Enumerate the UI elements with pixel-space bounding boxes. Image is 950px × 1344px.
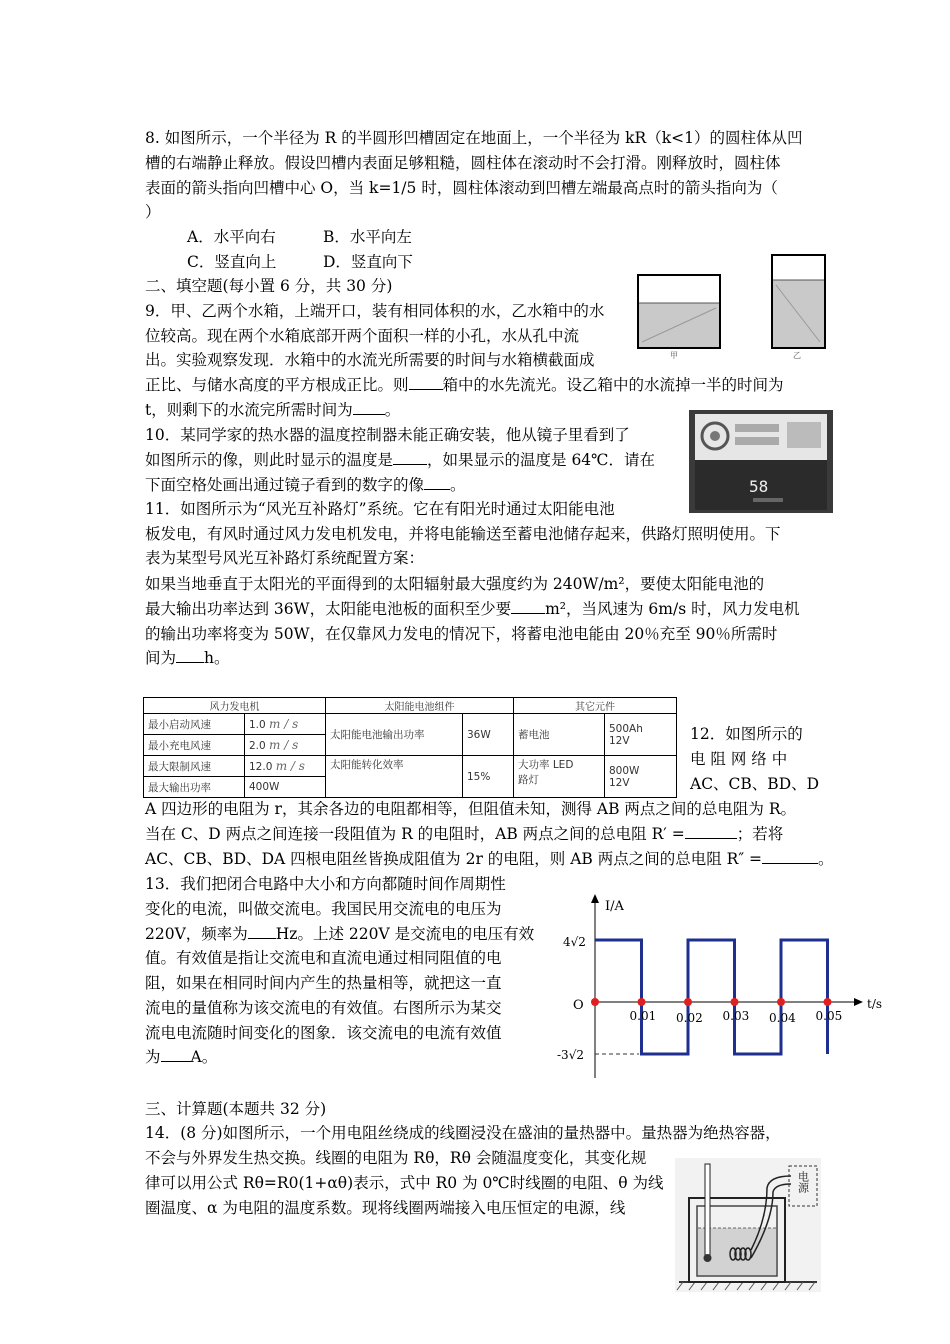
q8-line2: 槽的右端静止释放。假设凹槽内表面足够粗糙，圆柱体在滚动时不会打滑。刚释放时，圆柱体 [145,154,781,172]
q9-line5 [145,398,400,423]
chart-tick-point [824,998,832,1006]
q11-line7-start: 间为 [145,649,177,667]
x-axis-arrow-icon [854,998,863,1006]
water-tanks-figure [630,250,830,365]
table-cell: 蓄电池 [514,714,605,756]
chart-series-line [595,940,828,1054]
q8-line3: 表面的箭头指向凹槽中心 O，当 k=1/5 时，圆柱体滚动到凹槽左端最高点时的箭头指向为（ [145,179,778,197]
q8-line1: 8. 如图所示，一个半径为 R 的半圆形凹槽固定在地面上，一个半径为 kR（k<1）的圆柱体从凹 [145,129,803,147]
q8-option-c: C．竖直向上 [187,253,277,271]
q12-blank-2[interactable] [762,847,818,864]
q14-line3: 律可以用公式 Rθ=R0(1+αθ)表示，式中 R0 为 0℃时线圈的电阻、θ 为线 [145,1174,664,1192]
q13-line7: 流电电流随时间变化的图象．该交流电的电流有效值 [145,1024,502,1042]
table-cell: 大功率 LED 路灯 [514,756,605,798]
q10-line3 [145,473,466,498]
chart-tick-point [731,998,739,1006]
section3-title: 三、计算题(本题共 32 分) [145,1100,327,1118]
chart-xlabel: t/s [867,997,883,1011]
table-cell: 500Ah 12V [605,714,677,756]
chart-tick-label: 0.03 [722,1009,750,1023]
q11-line5-start: 最大输出功率达到 36W，太阳能电池板的面积至少要 [145,600,512,618]
q14-line2: 不会与外界发生热交换。线圈的电阻为 Rθ，Rθ 会随温度变化，其变化规 [145,1149,647,1167]
q13-line5: 阻，如果在相同时间内产生的热量相等，就把这一直 [145,974,502,992]
q11-line2: 板发电，有风时通过风力发电机发电，并将电能输送至蓄电池储存起来，供路灯照明使用。下 [145,525,781,543]
q13-line1: 13．我们把闭合电路中大小和方向都随时间作周期性 [145,875,506,893]
q13-line3-end: Hz。上述 220V 是交流电的电压有效 [275,925,535,943]
q10-blank-2[interactable] [424,473,450,490]
q13-line8-end: A。 [190,1048,218,1066]
q13-blank-2[interactable] [161,1045,191,1062]
q11-blank-1[interactable] [511,597,545,614]
q11-line5-end: m²，当风速为 6m/s 时，风力发电机 [545,600,800,618]
q11-line7-end: h。 [204,649,230,667]
chart-tick-label: 0.05 [815,1009,843,1023]
chart-tick-label: 0.04 [769,1011,796,1025]
q9-line4-start: 正比、与储水高度的平方根成正比。则 [145,376,409,394]
q14-line4: 圈温度、α 为电阻的温度系数。现将线圈两端接入电压恒定的电源，线 [145,1199,626,1217]
q10-line2 [145,448,655,473]
q10-line1: 10．某同学家的热水器的温度控制器未能正确安装，他从镜子里看到了 [145,426,630,444]
q12-line6-start: AC、CB、BD、DA 四根电阻丝皆换成阻值为 2r 的电阻，则 AB 两点之间的总电阻 R″ = [145,850,763,868]
table-row [144,714,677,735]
table-cell: 1.0 m / s [245,714,326,735]
table-row [144,756,677,777]
q9-line4-end: 箱中的水先流光。设乙箱中的水流掉一半的时间为 [442,376,784,394]
q9-line4 [145,373,784,398]
q9-blank-1[interactable] [409,373,443,390]
q10-line2-start: 如图所示的像，则此时显示的温度是 [145,451,394,469]
table-header-row [144,698,677,714]
q11-line6: 的输出功率将变为 50W，在仅靠风力发电的情况下，将蓄电池电能由 20％充至 90％所需时 [145,625,778,643]
q8-option-a: A．水平向右 [187,228,276,246]
q10-line2-end: ，如果显示的温度是 64℃．请在 [427,451,656,469]
table-header-other: 其它元件 [514,698,677,714]
q9-line5-start: t，则剩下的水流完所需时间为 [145,401,353,419]
q9-line1: 9．甲、乙两个水箱，上端开口，装有相同体积的水，乙水箱中的水 [145,302,605,320]
y-axis-arrow-icon [591,894,599,903]
q14-line1: 14．(8 分)如图所示，一个用电阻丝绕成的线圈浸没在盛油的量热器中。量热器为绝热容器， [145,1124,781,1142]
q9-line5-end: 。 [384,401,401,419]
power-supply-label: 电源 [796,1171,810,1193]
q12-line3: AC、CB、BD、D [690,775,820,793]
q8-option-b: B．水平向左 [323,228,412,246]
q9-blank-2[interactable] [353,398,385,415]
q12-line2: 电 阻 网 络 中 [690,750,788,768]
q8-line4: ） [145,203,161,221]
chart-y-low-label: -3√2 [557,1048,584,1062]
tank-jia-label: 甲 [670,351,678,360]
chart-tick-point [638,998,646,1006]
q11-line3: 表为某型号风光互补路灯系统配置方案： [145,549,425,567]
q12-line5 [145,822,783,847]
calorimeter-figure [675,1158,821,1292]
q13-line4: 值。有效值是指让交流电和直流电通过相同阻值的电 [145,949,502,967]
config-table [143,697,677,798]
chart-origin-label: O [573,998,584,1013]
table-cell: 太阳能转化效率 [326,756,463,798]
q13-line6: 流电的量值称为该交流电的有效值。右图所示为某交 [145,999,502,1017]
chart-origin-point [591,998,599,1006]
table-cell: 400W [245,777,326,798]
q13-line8-start: 为 [145,1048,161,1066]
q10-line3-end: 。 [450,476,466,494]
table-cell: 太阳能电池输出功率 [326,714,463,756]
heater-controller-photo [689,410,833,513]
q8-option-d: D．竖直向下 [323,253,413,271]
q13-line8 [145,1045,217,1070]
q13-line3 [145,922,534,947]
q9-line3: 出。实验观察发现．水箱中的水流光所需要的时间与水箱横截面成 [145,351,595,369]
q10-blank-1[interactable] [393,448,427,465]
table-cell: 最小充电风速 [144,735,245,756]
q12-line6 [145,847,834,872]
chart-tick-label: 0.02 [676,1011,703,1025]
table-cell: 最大输出功率 [144,777,245,798]
chart-y-high-label: 4√2 [563,935,586,949]
chart-tick-point [777,998,785,1006]
table-header-solar: 太阳能电池组件 [326,698,514,714]
q12-line6-end: 。 [818,850,834,868]
chart-tick-label: 0.01 [629,1009,657,1023]
tank-yi-label: 乙 [793,351,801,360]
table-cell: 最大限制风速 [144,756,245,777]
table-header-wind: 风力发电机 [144,698,326,714]
q12-line1: 12．如图所示的 [690,725,803,743]
q10-line3-start: 下面空格处画出通过镜子看到的数字的像 [145,476,425,494]
q12-line5-end: ；若将 [736,825,784,843]
q13-line2: 变化的电流，叫做交流电。我国民用交流电的电压为 [145,900,502,918]
table-cell: 最小启动风速 [144,714,245,735]
chart-ylabel: I/A [605,899,624,914]
chart-tick-point [684,998,692,1006]
table-cell: 36W [463,714,514,756]
q12-blank-1[interactable] [685,822,737,839]
thermometer-icon [705,1164,710,1256]
q11-line4: 如果当地垂直于太阳光的平面得到的太阳辐射最大强度约为 240W/m²，要使太阳能电池的 [145,575,765,593]
q11-line7 [145,646,230,671]
section2-title: 二、填空题(每小置 6 分，共 30 分) [145,277,393,295]
table-cell: 12.0 m / s [245,756,326,777]
table-cell: 15% [463,756,514,798]
temperature-display: 58 [749,477,769,496]
q9-line2: 位较高。现在两个水箱底部开两个面积一样的小孔，水从孔中流 [145,327,580,345]
q11-blank-2[interactable] [176,646,204,663]
ac-current-chart [555,888,885,1083]
q11-line5 [145,597,800,622]
table-cell: 2.0 m / s [245,735,326,756]
q12-line4: A 四边形的电阻为 r，其余各边的电阻都相等，但阻值未知，测得 AB 两点之间的总电阻为 R。 [145,800,796,818]
q12-line5-start: 当在 C、D 两点之间连接一段阻值为 R 的电阻时，AB 两点之间的总电阻 R′ = [145,825,685,843]
q13-blank-1[interactable] [248,922,276,939]
q13-line3-start: 220V，频率为 [145,925,248,943]
q11-line1: 11．如图所示为“风光互补路灯”系统。它在有阳光时通过太阳能电池 [145,500,615,518]
table-cell: 800W 12V [605,756,677,798]
